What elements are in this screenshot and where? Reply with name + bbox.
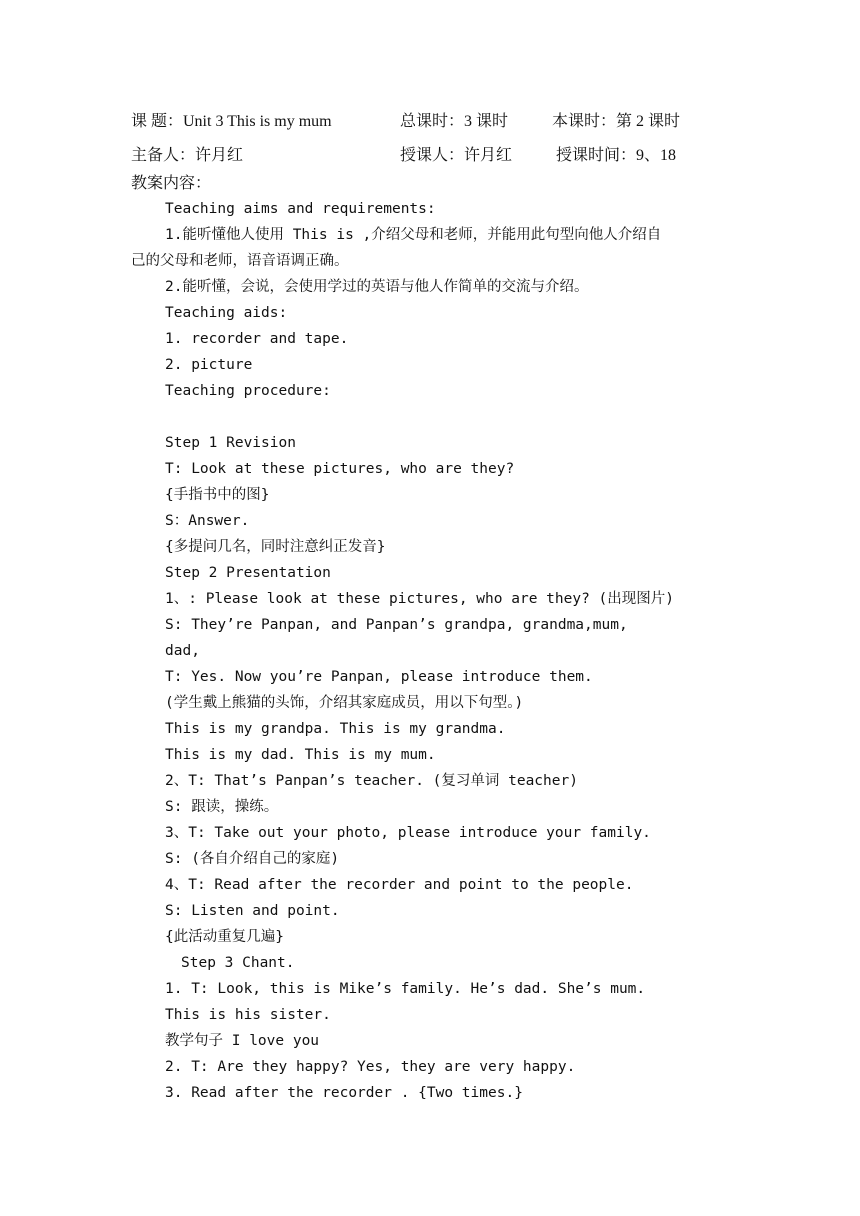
lesson-date: 授课时间：9、18 [556, 147, 677, 164]
body-line: {手指书中的图} [165, 487, 270, 503]
body-line: 1. T: Look, this is Mike’s family. He’s dad. She’s mum. [165, 981, 646, 997]
body-line: 3、T: Take out your photo, please introduce your family. [165, 825, 651, 841]
body-line: Step 1 Revision [165, 435, 296, 451]
content-label: 教案内容： [131, 175, 212, 192]
body-line: 1、: Please look at these pictures, who are they? (出现图片) [165, 591, 674, 607]
body-line: Step 3 Chant. [181, 955, 295, 971]
body-line: T: Yes. Now you’re Panpan, please introduce them. [165, 669, 593, 685]
body-line: 2.能听懂，会说，会使用学过的英语与他人作简单的交流与介绍。 [165, 279, 589, 295]
body-line: S: Listen and point. [165, 903, 340, 919]
body-line: This is my dad. This is my mum. [165, 747, 436, 763]
body-line: 4、T: Read after the recorder and point to the people. [165, 877, 634, 893]
this-hour: 本课时：第 2 课时 [552, 113, 681, 130]
total-hours: 总课时：3 课时 [400, 113, 509, 130]
body-line: T: Look at these pictures, who are they? [165, 461, 515, 477]
teacher: 授课人：许月红 [400, 147, 513, 164]
body-line: 2. picture [165, 357, 253, 373]
body-line: Teaching aids: [165, 305, 288, 321]
body-line: (学生戴上熊猫的头饰，介绍其家庭成员，用以下句型。) [165, 695, 524, 711]
body-line: 2、T: That’s Panpan’s teacher. (复习单词 teacher) [165, 773, 578, 789]
body-line: 1.能听懂他人使用 This is ,介绍父母和老师，并能用此句型向他人介绍自 [165, 227, 662, 243]
body-line: dad, [165, 643, 200, 659]
body-line: Teaching procedure: [165, 383, 331, 399]
body-line: {此活动重复几遍} [165, 929, 284, 945]
body-line: 己的父母和老师，语音语调正确。 [131, 253, 349, 269]
body-line: {多提问几名，同时注意纠正发音} [165, 539, 386, 555]
body-line: 教学句子 I love you [165, 1033, 320, 1049]
body-line: 1. recorder and tape. [165, 331, 349, 347]
body-line: Step 2 Presentation [165, 565, 331, 581]
body-line: 3. Read after the recorder . {Two times.} [165, 1085, 523, 1101]
topic: 课 题：Unit 3 This is my mum [131, 113, 332, 130]
body-line: Teaching aims and requirements: [165, 201, 436, 217]
preparer: 主备人：许月红 [131, 147, 244, 164]
body-line: S：Answer. [165, 513, 250, 529]
body-line: S: They’re Panpan, and Panpan’s grandpa, grandma,mum, [165, 617, 628, 633]
body-line: S: 跟读，操练。 [165, 799, 279, 815]
body-line: 2. T: Are they happy? Yes, they are very happy. [165, 1059, 576, 1075]
body-line: This is my grandpa. This is my grandma. [165, 721, 506, 737]
body-line: S: (各自介绍自己的家庭) [165, 851, 340, 867]
body-line: This is his sister. [165, 1007, 331, 1023]
